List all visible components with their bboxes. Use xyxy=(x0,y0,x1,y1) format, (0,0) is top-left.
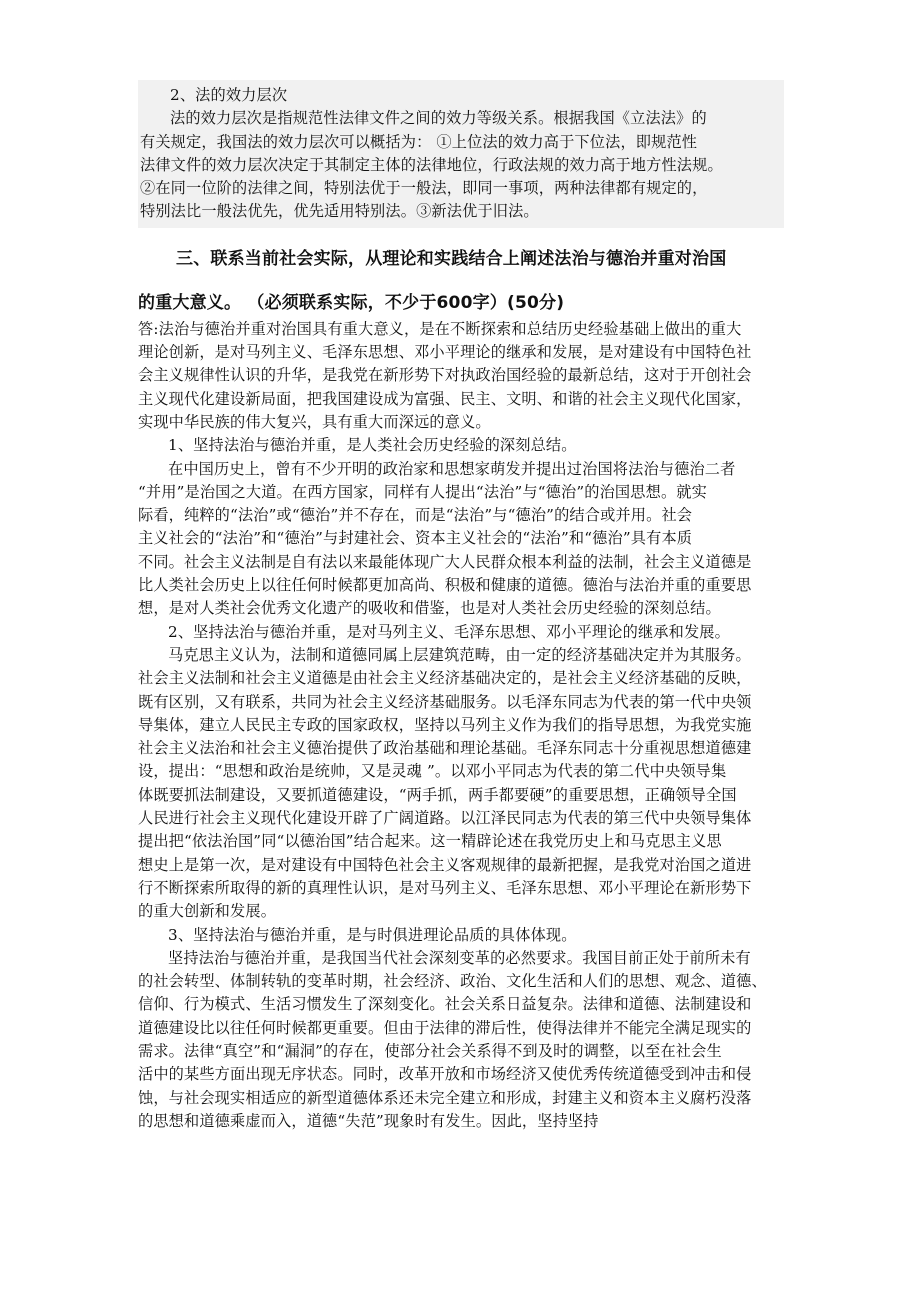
point-3-line: 的思想和道德乘虚而入，道德“失范”现象时有发生。因此，坚持坚持 xyxy=(138,1111,599,1130)
point-3-line: 需求。法律“真空”和“漏洞”的存在，使部分社会关系得不到及时的调整，以至在社会生 xyxy=(138,1041,722,1060)
answer-intro-line: 会主义规律性认识的升华，是我党在新形势下对执政治国经验的最新总结，这对于开创社会 xyxy=(138,366,752,385)
point-2-line: 的重大创新和发展。 xyxy=(138,902,277,921)
answer-intro-line: 答:法治与德治并重对治国具有重大意义，是在不断探索和总结历史经验基础上做出的重大 xyxy=(138,319,742,338)
point-2-line: 想史上是第一次，是对建设有中国特色社会主义客观规律的最新把握，是我党对治国之道进 xyxy=(138,855,752,874)
point-2-line: 行不断探索所取得的新的真理性认识，是对马列主义、毛泽东思想、邓小平理论在新形势下 xyxy=(138,878,752,897)
section-2-title: 2、法的效力层次 xyxy=(170,86,288,104)
point-3-line: 坚持法治与德治并重，是我国当代社会深刻变革的必然要求。我国目前正处于前所未有 xyxy=(168,948,751,967)
point-2-line: 社会主义法制和社会主义道德是由社会主义经济基础决定的，是社会主义经济基础的反映， xyxy=(138,669,752,688)
answer-body xyxy=(138,318,788,1133)
point-1-line: “并用”是治国之大道。在西方国家，同样有人提出“法治”与“德治”的治国思想。就实 xyxy=(138,482,707,501)
point-1-line: 想，是对人类社会优秀文化遗产的吸收和借鉴，也是对人类社会历史经验的深刻总结。 xyxy=(138,599,721,618)
point-1-line: 际看，纯粹的“法治”或“德治”并不存在，而是“法治”与“德治”的结合或并用。社会 xyxy=(138,506,693,525)
point-1-line: 主义社会的“法治”和“德治”与封建社会、资本主义社会的“法治”和“德治”具有本质 xyxy=(138,529,693,548)
answer-intro-line: 主义现代化建设新局面，把我国建设成为富强、民主、文明、和谐的社会主义现代化国家， xyxy=(138,389,752,408)
answer-intro-line: 理论创新，是对马列主义、毛泽东思想、邓小平理论的继承和发展，是对建设有中国特色社 xyxy=(138,343,752,362)
point-1-title: 1、坚持法治与德治并重，是人类社会历史经验的深刻总结。 xyxy=(168,436,577,455)
point-2-line: 提出把“依法治国”同“以德治国”结合起来。这一精辟论述在我党历史上和马克思主义思 xyxy=(138,832,722,851)
point-3-title: 3、坚持法治与德治并重，是与时俱进理论品质的具体体现。 xyxy=(168,925,577,944)
section-2-line: 特别法比一般法优先，优先适用特别法。③新法优于旧法。 xyxy=(140,202,539,221)
point-1-line: 比人类社会历史上以往任何时候都更加高尚、积极和健康的道德。德治与法治并重的重要思 xyxy=(138,576,752,595)
section-2-block xyxy=(138,80,784,228)
point-3-line: 信仰、行为模式、生活习惯发生了深刻变化。社会关系日益复杂。法律和道德、法制建设和 xyxy=(138,995,752,1014)
question-3-heading: 三、联系当前社会实际，从理论和实践结合上阐述法治与德治并重对治国 xyxy=(176,248,727,269)
section-2-line: ②在同一位阶的法律之间，特别法优于一般法，即同一事项，两种法律都有规定的， xyxy=(140,179,708,198)
point-2-line: 体既要抓法制建设，又要抓道德建设，“两手抓，两手都要硬”的重要思想，正确领导全国 xyxy=(138,785,737,804)
point-2-title: 2、坚持法治与德治并重，是对马列主义、毛泽东思想、邓小平理论的继承和发展。 xyxy=(168,622,730,641)
point-1-line: 不同。社会主义法制是自有法以来最能体现广大人民群众根本利益的法制，社会主义道德是 xyxy=(138,552,752,571)
point-3-line: 活中的某些方面出现无序状态。同时，改革开放和市场经济又使优秀传统道德受到冲击和侵 xyxy=(138,1065,752,1084)
point-3-line: 蚀，与社会现实相适应的新型道德体系还未完全建立和形成，封建主义和资本主义腐朽没落 xyxy=(138,1088,752,1107)
section-2-line: 有关规定，我国法的效力层次可以概括为： ①上位法的效力高于下位法，即规范性 xyxy=(140,132,698,151)
point-2-line: 导集体，建立人民民主专政的国家政权，坚持以马列主义作为我们的指导思想，为我党实施 xyxy=(138,715,752,734)
point-2-line: 设，提出：“思想和政治是统帅，又是灵魂 ”。以邓小平同志为代表的第二代中央领导集 xyxy=(138,762,727,781)
point-3-line: 的社会转型、体制转轨的变革时期，社会经济、政治、文化生活和人们的思想、观念、道德、 xyxy=(138,972,767,991)
point-2-line: 人民进行社会主义现代化建设开辟了广阔道路。以江泽民同志为代表的第三代中央领导集体 xyxy=(138,809,752,828)
section-2-line: 法的效力层次是指规范性法律文件之间的效力等级关系。根据我国《立法法》的 xyxy=(170,109,707,128)
section-2-line: 法律文件的效力层次决定于其制定主体的法律地位，行政法规的效力高于地方性法规。 xyxy=(140,155,723,174)
answer-intro-line: 实现中华民族的伟大复兴，具有重大而深远的意义。 xyxy=(138,412,491,431)
point-2-line: 社会主义法治和社会主义德治提供了政治基础和理论基础。毛泽东同志十分重视思想道德建 xyxy=(138,739,752,758)
document-page xyxy=(138,80,788,1133)
point-2-line: 马克思主义认为，法制和道德同属上层建筑范畴，由一定的经济基础决定并为其服务。 xyxy=(168,645,751,664)
point-2-line: 既有区别，又有联系，共同为社会主义经济基础服务。以毛泽东同志为代表的第一代中央领 xyxy=(138,692,752,711)
point-1-line: 在中国历史上，曾有不少开明的政治家和思想家萌发并提出过治国将法治与德治二者 xyxy=(168,459,736,478)
question-3-heading-continued: 的重大意义。 （必须联系实际，不少于600字）(50分) xyxy=(138,292,565,313)
point-3-line: 道德建设比以往任何时候都更重要。但由于法律的滞后性，使得法律并不能完全满足现实的 xyxy=(138,1018,752,1037)
